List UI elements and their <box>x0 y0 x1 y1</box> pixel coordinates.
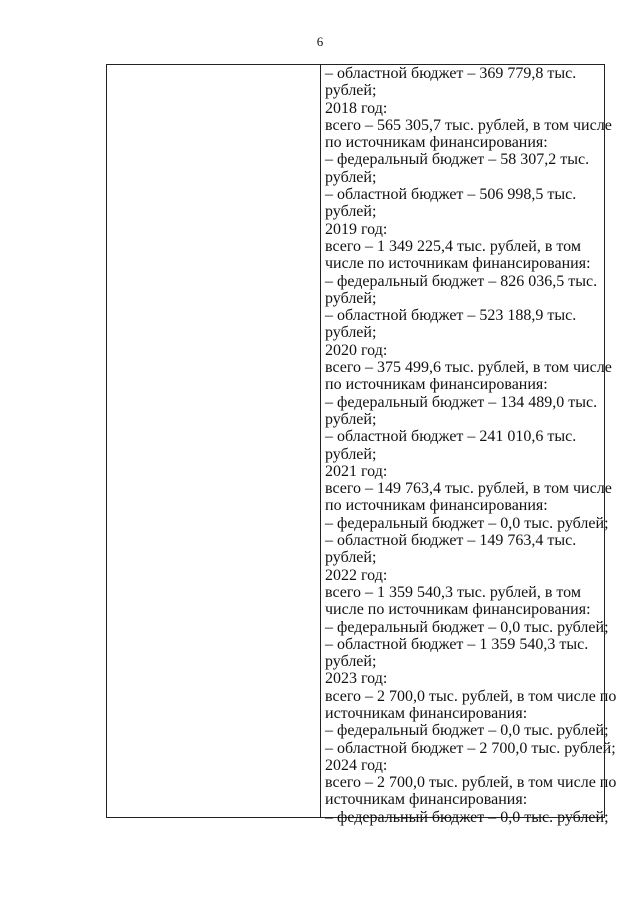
text-line: рублей; <box>325 549 377 567</box>
text-line: всего – 565 305,7 тыс. рублей, в том числе <box>325 116 612 134</box>
text-line: – федеральный бюджет – 0,0 тыс. рублей; <box>325 722 609 740</box>
text-line: всего – 1 349 225,4 тыс. рублей, в том <box>325 237 581 255</box>
funding-text-cell <box>325 65 617 826</box>
text-line: источникам финансирования: <box>325 791 528 809</box>
text-line: рублей; <box>325 324 377 342</box>
text-line: всего – 149 763,4 тыс. рублей, в том числе <box>325 480 612 498</box>
text-line: рублей; <box>325 410 377 428</box>
text-line: рублей; <box>325 168 377 186</box>
text-line: по источникам финансирования: <box>325 497 548 515</box>
text-line: – федеральный бюджет – 134 489,0 тыс. <box>325 393 598 411</box>
text-line: 2022 год: <box>325 566 388 584</box>
text-line: – областной бюджет – 506 998,5 тыс. <box>325 186 577 204</box>
text-line: – федеральный бюджет – 0,0 тыс. рублей; <box>325 808 609 826</box>
text-line: – федеральный бюджет – 0,0 тыс. рублей; <box>325 618 609 636</box>
text-line: рублей; <box>325 445 377 463</box>
text-line: – областной бюджет – 369 779,8 тыс. <box>325 65 577 82</box>
text-line: рублей; <box>325 82 377 100</box>
text-line: – федеральный бюджет – 58 307,2 тыс. <box>325 151 590 169</box>
text-line: числе по источникам финансирования: <box>325 601 591 619</box>
text-line: – областной бюджет – 1 359 540,3 тыс. <box>325 635 589 653</box>
text-line: 2019 год: <box>325 220 388 238</box>
column-divider <box>320 65 321 817</box>
text-line: – федеральный бюджет – 826 036,5 тыс. <box>325 272 598 290</box>
text-line: – областной бюджет – 149 763,4 тыс. <box>325 532 577 550</box>
text-line: рублей; <box>325 653 377 671</box>
text-line: – областной бюджет – 241 010,6 тыс. <box>325 428 577 446</box>
text-line: всего – 2 700,0 тыс. рублей, в том числе по <box>325 774 617 792</box>
text-line: рублей; <box>325 289 377 307</box>
text-line: 2018 год: <box>325 99 388 117</box>
text-line: рублей; <box>325 203 377 221</box>
text-line: всего – 1 359 540,3 тыс. рублей, в том <box>325 583 581 601</box>
text-line: – федеральный бюджет – 0,0 тыс. рублей; <box>325 514 609 532</box>
text-line: источникам финансирования: <box>325 704 528 722</box>
text-line: – областной бюджет – 2 700,0 тыс. рублей; <box>325 739 616 757</box>
funding-table <box>106 64 617 826</box>
text-line: всего – 2 700,0 тыс. рублей, в том числе по <box>325 687 617 705</box>
text-line: всего – 375 499,6 тыс. рублей, в том числе <box>325 359 612 377</box>
text-line: – областной бюджет – 523 188,9 тыс. <box>325 307 577 325</box>
text-line: 2024 год: <box>325 756 388 774</box>
text-line: по источникам финансирования: <box>325 134 548 152</box>
text-line: числе по источникам финансирования: <box>325 255 591 273</box>
text-line: 2023 год: <box>325 670 388 688</box>
text-line: по источникам финансирования: <box>325 376 548 394</box>
text-line: 2020 год: <box>325 341 388 359</box>
text-line: 2021 год: <box>325 462 388 480</box>
page-number: 6 <box>316 34 324 49</box>
